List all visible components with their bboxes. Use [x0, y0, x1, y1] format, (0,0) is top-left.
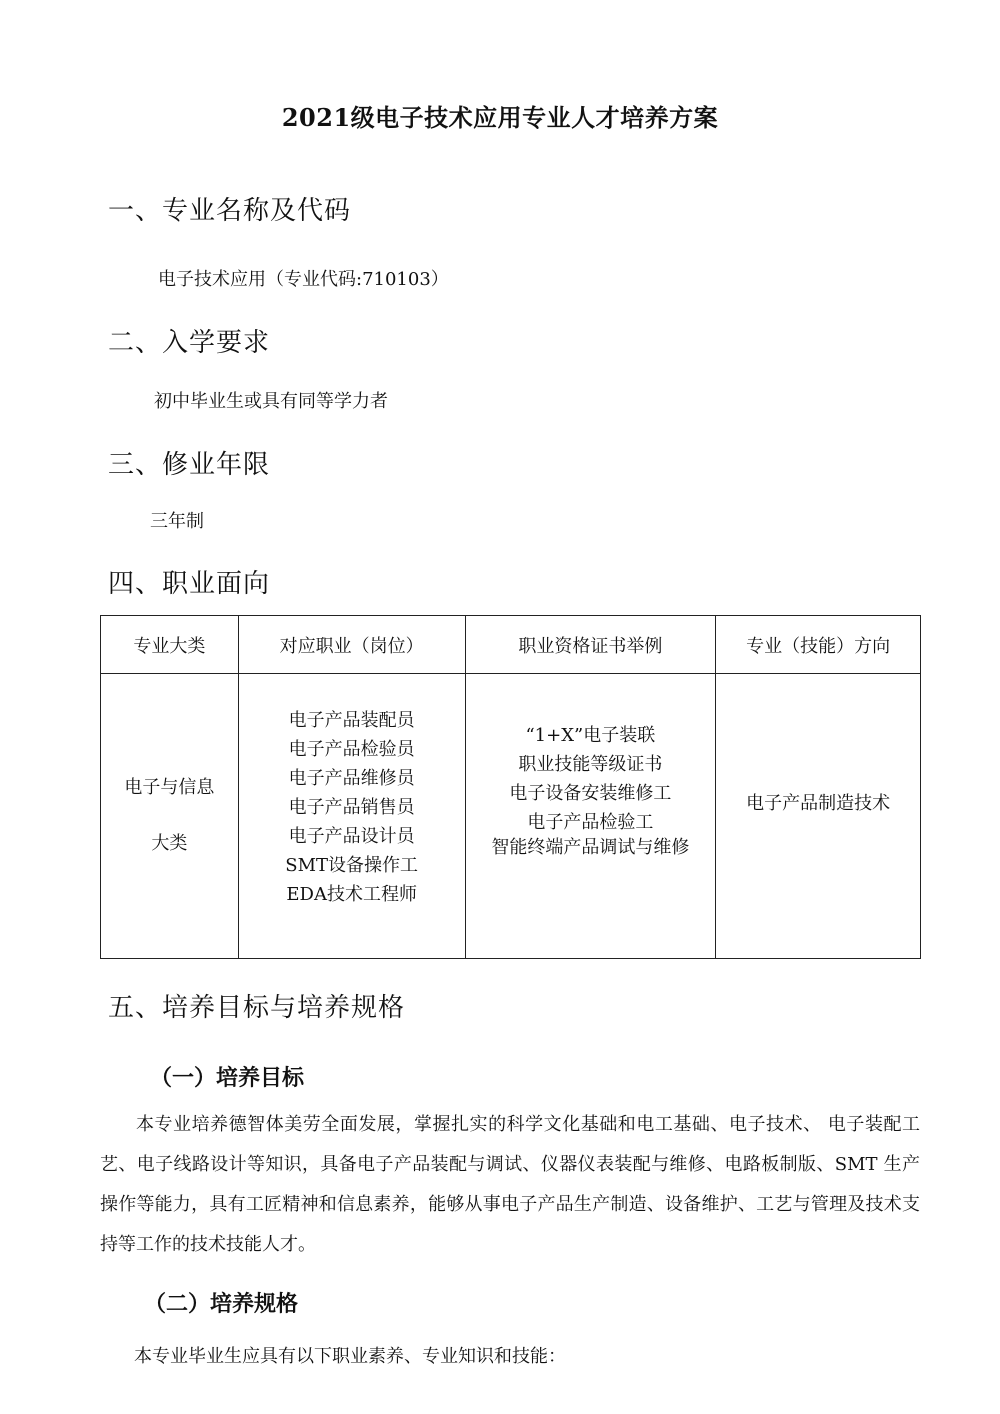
section-1-body: 电子技术应用（专业代码:710103）	[158, 269, 449, 290]
document-title: 2021级电子技术应用专业人才培养方案	[281, 103, 719, 132]
header-certificates: 职业资格证书举例	[465, 616, 716, 674]
cell-jobs	[238, 674, 465, 959]
job-item: 电子产品销售员	[288, 796, 415, 818]
section-2-heading: 二、入学要求	[108, 328, 271, 358]
certificate-item: 智能终端产品调试与维修	[491, 837, 690, 858]
career-table	[100, 615, 921, 959]
header-category: 专业大类	[101, 616, 239, 674]
section-3-heading: 三、修业年限	[108, 450, 271, 480]
goals-heading: （一）培养目标	[150, 1066, 305, 1091]
job-item: 电子产品检验员	[288, 738, 415, 760]
direction-text: 电子产品制造技术	[746, 793, 891, 814]
category-line: 电子与信息	[124, 777, 215, 798]
cell-category	[101, 674, 239, 959]
section-1-heading: 一、专业名称及代码	[108, 196, 352, 226]
category-line: 大类	[151, 833, 188, 854]
section-5-heading: 五、培养目标与培养规格	[108, 993, 406, 1023]
specs-heading: （二）培养规格	[144, 1292, 299, 1317]
certificate-item: 职业技能等级证书	[518, 754, 663, 775]
header-jobs: 对应职业（岗位）	[238, 616, 465, 674]
certificate-item: 电子设备安装维修工	[509, 783, 672, 804]
section-4-heading: 四、职业面向	[108, 569, 271, 599]
section-2-body: 初中毕业生或具有同等学力者	[154, 391, 388, 412]
specs-body: 本专业毕业生应具有以下职业素养、专业知识和技能：	[134, 1346, 566, 1367]
table-row	[101, 674, 921, 959]
job-item: 电子产品设计员	[288, 825, 415, 847]
job-item: 电子产品维修员	[288, 767, 415, 789]
table-header-row	[101, 616, 921, 674]
job-item: EDA技术工程师	[286, 883, 417, 905]
certificate-item: 电子产品检验工	[527, 812, 654, 833]
section-3-body: 三年制	[150, 511, 204, 532]
job-item: 电子产品装配员	[288, 709, 415, 731]
header-direction: 专业（技能）方向	[716, 616, 921, 674]
goals-body: 本专业培养德智体美劳全面发展，掌握扎实的科学文化基础和电工基础、电子技术、 电子装配工艺、电子线路设计等知识，具备电子产品装配与调试、仪器仪表装配与维修、电路板制版、SMT 生产操作等能力，具有工匠精神和信息素养，能够从事电子产品生产制造、设备维护、工艺与管理及技术支持等工作的技术技能人才。	[100, 1114, 920, 1255]
certificate-item: “1+X”电子装联	[525, 725, 656, 746]
cell-certificates	[465, 674, 716, 959]
job-item: SMT设备操作工	[285, 854, 419, 876]
cell-direction	[716, 674, 921, 959]
